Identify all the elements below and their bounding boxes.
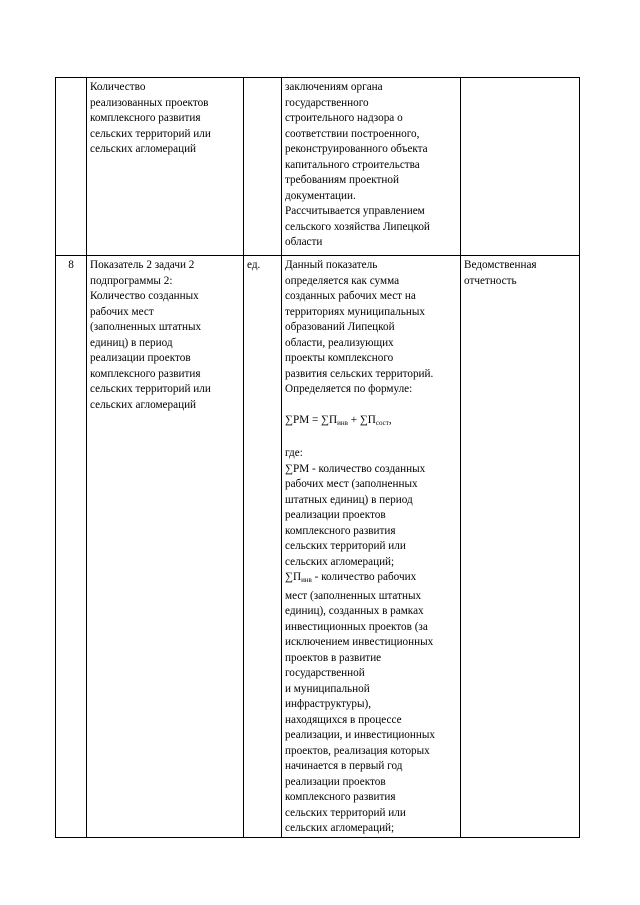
text-line: и муниципальной <box>285 682 370 695</box>
spacer <box>285 398 457 413</box>
text-line: единиц), созданных в рамках <box>285 605 424 617</box>
text-line: инвестиционных проектов (за <box>285 620 428 633</box>
text-line: Показатель 2 задачи 2 <box>90 259 195 271</box>
text-line: сельских территорий или <box>90 383 211 395</box>
text-line: подпрограммы 2: <box>90 274 173 287</box>
method-cell <box>282 256 461 838</box>
text-line: проекты комплексного <box>285 352 394 364</box>
table-row <box>56 256 580 838</box>
text-line: (заполненных штатных <box>90 321 202 333</box>
text-line: проектов в развитие <box>285 651 382 664</box>
definition-subscript: инв <box>301 576 312 584</box>
text-line: сельских агломераций <box>90 398 197 411</box>
text-line: области, реализующих <box>285 336 394 349</box>
indicator-name-cell <box>87 256 244 838</box>
formula-end: , <box>388 413 392 426</box>
definition-2-first-line <box>285 570 457 589</box>
text-line: инфраструктуры), <box>285 698 372 710</box>
text-line: реализации проектов <box>285 775 386 788</box>
indicator-table <box>55 77 580 838</box>
text-line: единиц) в период <box>90 336 173 349</box>
text-line: мест (заполненных штатных <box>285 589 422 602</box>
definition-text: - количество рабочих <box>311 571 417 583</box>
text-line: капитального строительства <box>285 158 420 171</box>
text-line: комплексного развития <box>90 112 201 124</box>
unit-cell <box>244 78 282 256</box>
source-cell <box>461 78 580 256</box>
unit-cell: ед. <box>244 256 282 838</box>
text-line: Количество созданных <box>90 290 199 302</box>
text-line: созданных рабочих мест на <box>285 290 416 302</box>
text-line: Определяется по формуле: <box>285 383 413 395</box>
formula-lhs: ∑РМ = ∑П <box>285 413 338 426</box>
text-line: сельских территорий или <box>285 806 406 819</box>
row-number-cell <box>56 78 87 256</box>
text-line: требованиям проектной <box>285 174 399 186</box>
text-line: штатных единиц) в период <box>285 493 413 506</box>
where-label: где: <box>285 447 303 459</box>
text-line: образований Липецкой <box>285 321 395 333</box>
text-line: заключениям органа <box>285 81 383 93</box>
row-number-cell: 8 <box>56 256 87 838</box>
text-line: находящихся в процессе <box>285 713 402 726</box>
text-line: реализованных проектов <box>90 96 209 109</box>
method-cell <box>282 78 461 256</box>
text-line: рабочих мест (заполненных <box>285 478 418 490</box>
text-line: территориях муниципальных <box>285 305 425 318</box>
formula <box>285 413 457 432</box>
text-line: государственного <box>285 96 369 109</box>
text-line: определяется как сумма <box>285 274 400 287</box>
spacer <box>285 431 457 446</box>
source-cell <box>461 256 580 838</box>
text-line: государственной <box>285 667 365 679</box>
text-line: реализации проектов <box>90 352 191 364</box>
text-line: сельских агломераций; <box>285 555 395 568</box>
text-line: исключением инвестиционных <box>285 636 434 648</box>
text-line: реконструированного объекта <box>285 143 428 155</box>
text-line: комплексного развития <box>285 791 396 803</box>
text-line: проектов, реализация которых <box>285 744 430 757</box>
formula-subscript: инв <box>337 418 348 427</box>
text-line: сельского хозяйства Липецкой <box>285 220 430 233</box>
text-line: развития сельских территорий. <box>285 367 434 380</box>
text-line: отчетность <box>464 274 517 287</box>
text-line: Количество <box>90 81 146 93</box>
text-line: Данный показатель <box>285 259 378 271</box>
formula-subscript: сост <box>375 418 389 427</box>
text-line: строительного надзора о <box>285 112 403 124</box>
text-line: сельских территорий или <box>285 540 406 552</box>
formula-plus: + ∑П <box>347 413 376 426</box>
text-line: области <box>285 236 323 248</box>
text-line: Ведомственная <box>464 259 537 271</box>
text-line: реализации проектов <box>285 509 386 521</box>
definition-symbol: ∑П <box>285 571 302 583</box>
text-line: реализации, и инвестиционных <box>285 729 435 741</box>
table-row <box>56 78 580 256</box>
text-line: документации. <box>285 189 356 202</box>
indicator-name-cell <box>87 78 244 256</box>
text-line: ∑РМ - количество созданных <box>285 462 426 475</box>
text-line: комплексного развития <box>90 367 201 380</box>
text-line: сельских агломераций; <box>285 822 395 834</box>
text-line: начинается в первый год <box>285 760 403 772</box>
text-line: комплексного развития <box>285 524 396 537</box>
text-line: Рассчитывается управлением <box>285 205 425 217</box>
text-line: сельских территорий или <box>90 127 211 140</box>
text-line: рабочих мест <box>90 305 154 318</box>
text-line: соответствии построенного, <box>285 127 420 140</box>
text-line: сельских агломераций <box>90 143 197 155</box>
